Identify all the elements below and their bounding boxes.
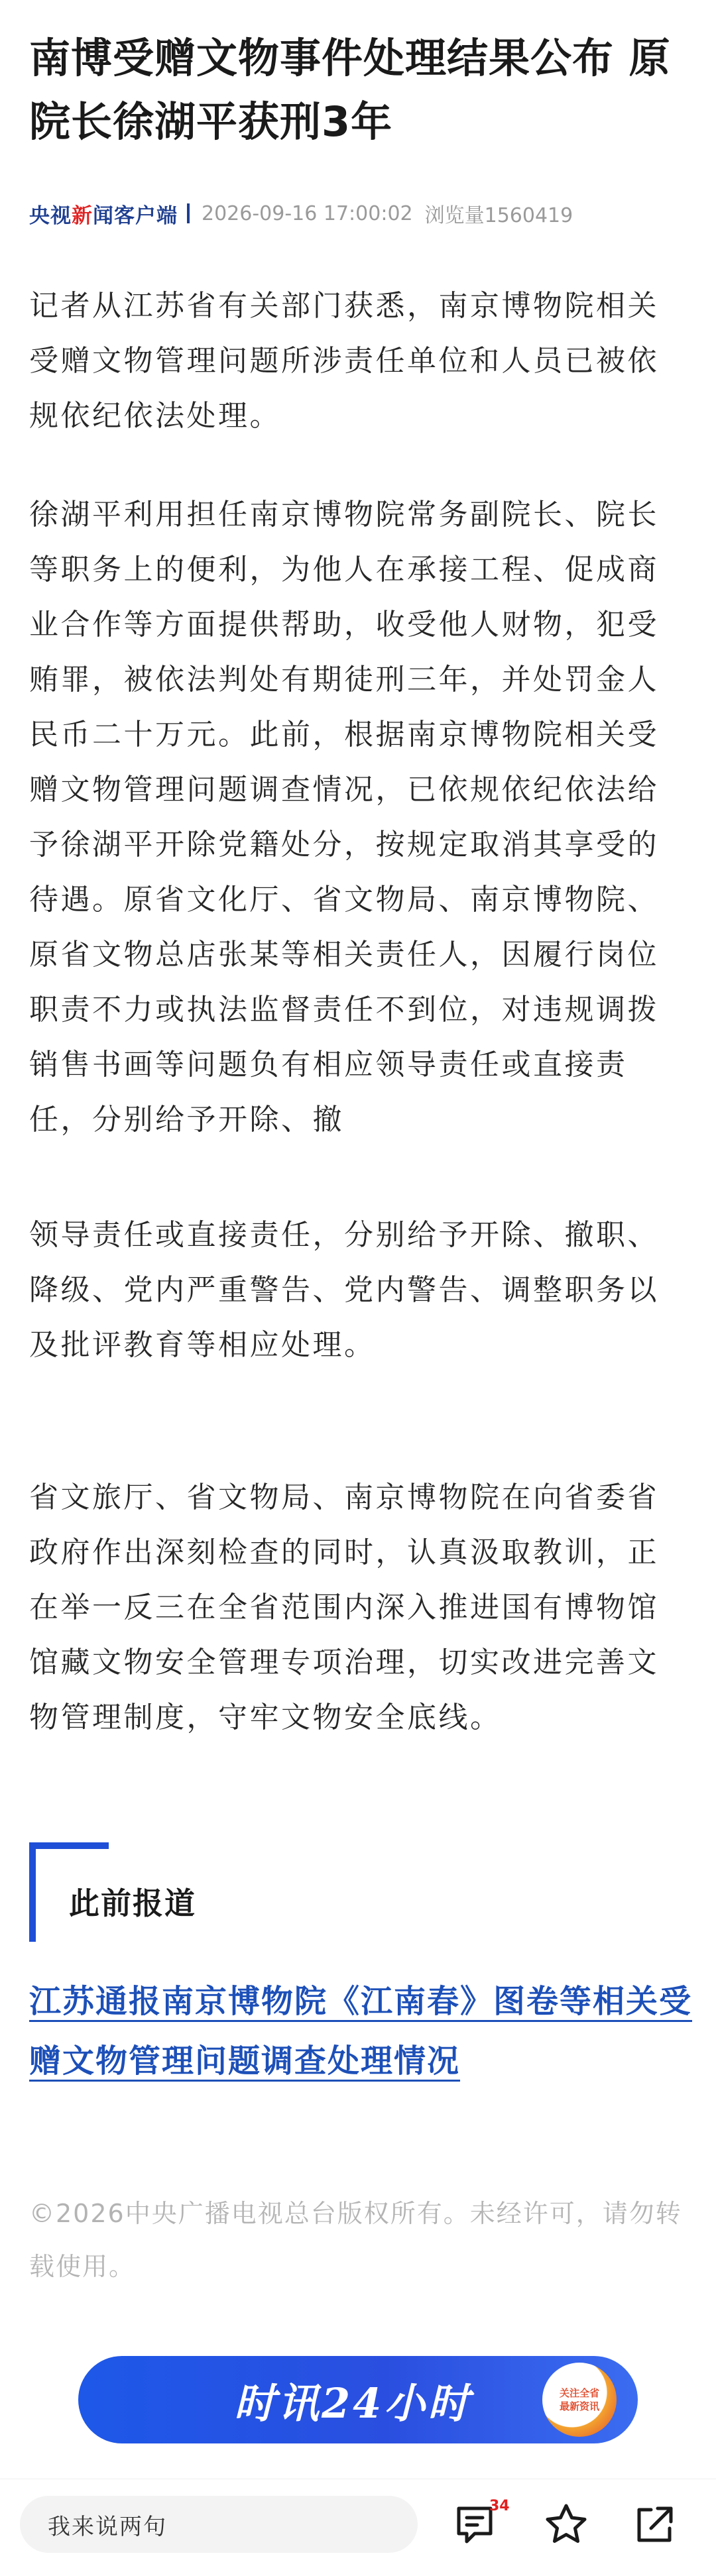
view-count: 浏览量1560419	[424, 204, 573, 227]
paragraph-4: 省文旅厅、省文物局、南京博物院在向省委省政府作出深刻检查的同时，认真汲取教训，正在举一反三在全省范围内深入推进国有博物馆馆藏文物安全管理专项治理，切实改进完善文物管理制度，守牢文物安全底线。	[29, 1481, 659, 1734]
heading-text: 此前报道	[69, 1885, 196, 1921]
article-title: 南博受赠文物事件处理结果公布 原院长徐湖平获刑3年	[29, 34, 671, 146]
heading-accent-vertical	[29, 1842, 36, 1942]
news-24h-banner[interactable]	[78, 2356, 638, 2443]
share-icon[interactable]	[631, 2500, 679, 2548]
badge-line-2: 最新资讯	[559, 2400, 599, 2412]
bottom-action-bar	[0, 2479, 716, 2576]
banner-title: 时讯24小时	[234, 2379, 472, 2428]
heading-accent-horizontal	[29, 1842, 109, 1849]
banner-badge	[542, 2363, 617, 2437]
previous-reports-heading	[29, 1842, 294, 1942]
article-meta	[29, 197, 573, 229]
paragraph-3: 领导责任或直接责任，分别给予开除、撤职、降级、党内严重警告、党内警告、调整职务以及批评教育等相应处理。	[29, 1218, 659, 1362]
source-logo-part-3: 闻客户端	[93, 203, 178, 228]
related-article-link[interactable]: 江苏通报南京博物院《江南春》图卷等相关受赠文物管理问题调查处理情况	[29, 1983, 693, 2080]
badge-line-1: 关注全省	[559, 2387, 599, 2399]
publish-time: 2026-09-16 17:00:02	[202, 201, 413, 225]
star-icon[interactable]	[542, 2500, 590, 2548]
meta-divider	[187, 203, 190, 223]
copyright-notice: ©2026中央广播电视总台版权所有。未经许可，请勿转载使用。	[29, 2199, 682, 2281]
paragraph-2: 徐湖平利用担任南京博物院常务副院长、院长等职务上的便利，为他人在承接工程、促成商业合作等方面提供帮助，收受他人财物，犯受贿罪，被依法判处有期徒刑三年，并处罚金人民币二十万元。此前，根据南京博物院相关受赠文物管理问题调查情况，已依规依纪依法给予徐湖平开除党籍处分，按规定取消其享受的待遇。原省文化厅、省文物局、南京博物院、原省文物总店张某等相关责任人，因履行岗位职责不力或执法监督责任不到位，对违规调拨销售书画等问题负有相应领导责任或直接责任，分别给予开除、撤	[29, 498, 659, 1137]
paragraph-1: 记者从江苏省有关部门获悉，南京博物院相关受赠文物管理问题所涉责任单位和人员已被依规依纪依法处理。	[29, 289, 659, 433]
comment-input[interactable]	[20, 2496, 418, 2553]
comment-count-badge: 34	[489, 2498, 510, 2514]
comment-placeholder: 我来说两句	[48, 2513, 167, 2540]
source-logo-part-2: 新	[72, 203, 93, 228]
source-logo-part-1: 央视	[29, 203, 72, 228]
source-logo[interactable]	[29, 199, 178, 229]
